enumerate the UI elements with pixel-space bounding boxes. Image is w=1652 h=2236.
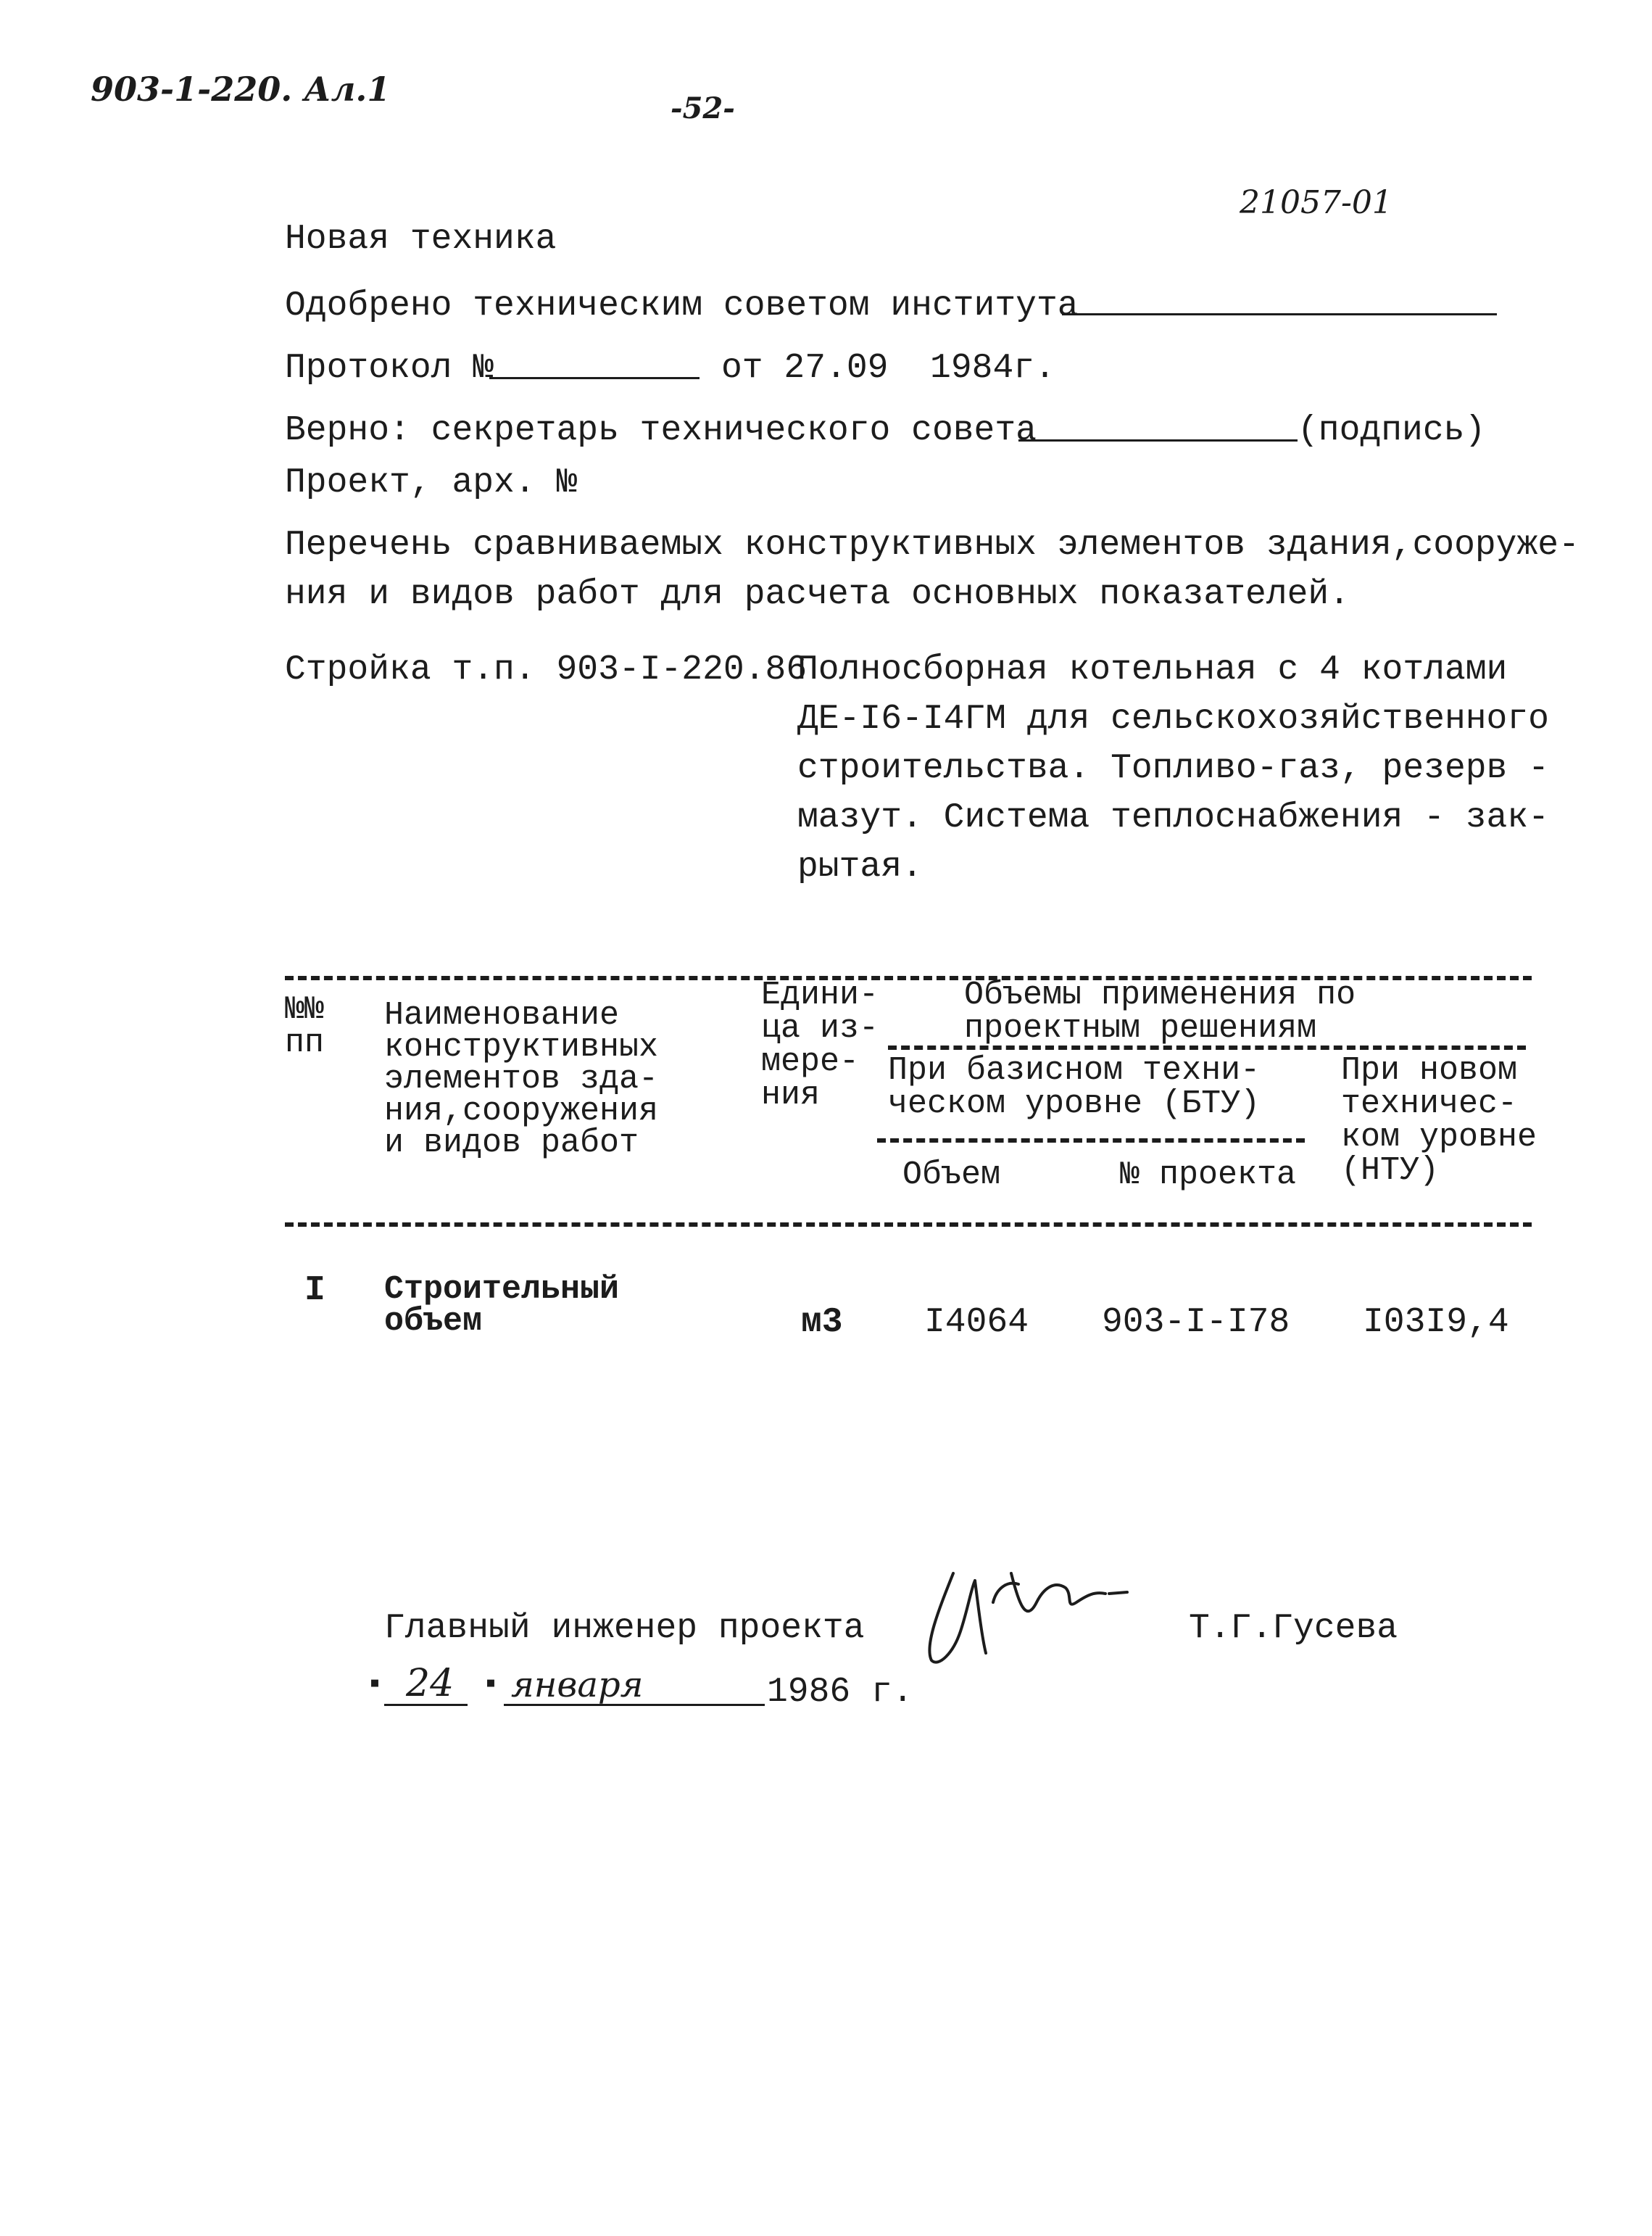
- list-title-line-2: ния и видов работ для расчета основных показателей.: [285, 575, 1350, 614]
- btu-header-2: ческом уровне (БТУ): [888, 1085, 1261, 1122]
- list-title-line-1: Перечень сравниваемых конструктивных элементов здания,сооруже-: [285, 526, 1580, 565]
- date-day-line: [384, 1704, 468, 1706]
- col-num-header-2: пп: [285, 1024, 325, 1061]
- construction-desc-line-3: строительства. Топливо-газ, резерв -: [797, 749, 1549, 788]
- col-name-header-5: и видов работ: [384, 1125, 639, 1162]
- col-name-header-1: Наименование: [384, 997, 620, 1034]
- signature-blank-line: [1018, 439, 1298, 442]
- sub-header-volume: Объем: [902, 1156, 1001, 1193]
- row-name-line-2: объем: [384, 1303, 483, 1340]
- col-num-header-1: №№: [285, 991, 325, 1028]
- construction-desc-line-5: рытая.: [797, 848, 923, 887]
- date-day: 24: [406, 1662, 454, 1705]
- institute-blank-line: [1062, 313, 1497, 315]
- col-name-header-2: конструктивных: [384, 1029, 659, 1066]
- verified-secretary: Верно: секретарь технического совета: [285, 411, 1037, 450]
- ntu-header-3: ком уровне: [1341, 1119, 1537, 1156]
- row-volume: I4064: [924, 1303, 1029, 1342]
- row-number: I: [304, 1271, 325, 1310]
- btu-sub-rule: [877, 1138, 1305, 1143]
- volumes-group-header-1: Объемы применения по: [964, 977, 1356, 1014]
- row-ntu-value: I03I9,4: [1363, 1303, 1509, 1342]
- ntu-header-4: (НТУ): [1341, 1152, 1440, 1189]
- col-unit-header-1: Едини-: [761, 977, 879, 1014]
- sub-header-project: № проекта: [1120, 1156, 1297, 1193]
- row-project: 903-I-I78: [1102, 1303, 1290, 1342]
- date-quote-close: ▪: [482, 1669, 500, 1702]
- project-archive-label: Проект, арх. №: [285, 463, 578, 502]
- construction-label: Стройка т.п. 903-I-220.86: [285, 650, 808, 690]
- col-name-header-4: ния,сооружения: [384, 1093, 659, 1130]
- construction-desc-line-2: ДЕ-I6-I4ГМ для сельскохозяйственного: [797, 700, 1549, 739]
- col-name-header-3: элементов зда-: [384, 1061, 659, 1098]
- chief-engineer-name: Т.Г.Гусева: [1189, 1609, 1398, 1648]
- construction-desc-line-4: мазут. Система теплоснабжения - зак-: [797, 798, 1549, 837]
- row-unit: м3: [801, 1303, 843, 1342]
- date-month: января: [511, 1665, 644, 1705]
- signature-hint: (подпись): [1298, 411, 1486, 450]
- row-name-line-1: Строительный: [384, 1271, 620, 1308]
- approved-by-council: Одобрено техническим советом института: [285, 286, 1079, 326]
- ntu-header-2: техничес-: [1341, 1085, 1518, 1122]
- group-sub-rule: [888, 1045, 1526, 1050]
- volumes-group-header-2: проектным решениям: [964, 1010, 1317, 1047]
- handwritten-signature: [910, 1559, 1142, 1675]
- date-quote-open: ▪: [366, 1669, 384, 1702]
- col-unit-header-2: ца из-: [761, 1010, 879, 1047]
- new-technique-label: Новая техника: [285, 220, 557, 259]
- inventory-number: 21057-01: [1240, 184, 1392, 221]
- date-year: 1986 г.: [767, 1673, 913, 1712]
- protocol-date: от 27.09 1984г.: [721, 349, 1055, 388]
- col-unit-header-3: мере-: [761, 1043, 860, 1080]
- col-unit-header-4: ния: [761, 1077, 821, 1114]
- date-month-line: [504, 1704, 765, 1706]
- page-number: -52-: [671, 91, 735, 125]
- table-header-bottom-rule: [285, 1222, 1532, 1227]
- protocol-prefix: Протокол №: [285, 349, 494, 388]
- document-code: 903-1-220. Ал.1: [91, 70, 391, 109]
- ntu-header-1: При новом: [1341, 1052, 1518, 1089]
- chief-engineer-label: Главный инженер проекта: [384, 1609, 865, 1648]
- btu-header-1: При базисном техни-: [888, 1052, 1261, 1089]
- construction-desc-line-1: Полносборная котельная с 4 котлами: [797, 650, 1508, 690]
- protocol-number-blank: [489, 377, 700, 379]
